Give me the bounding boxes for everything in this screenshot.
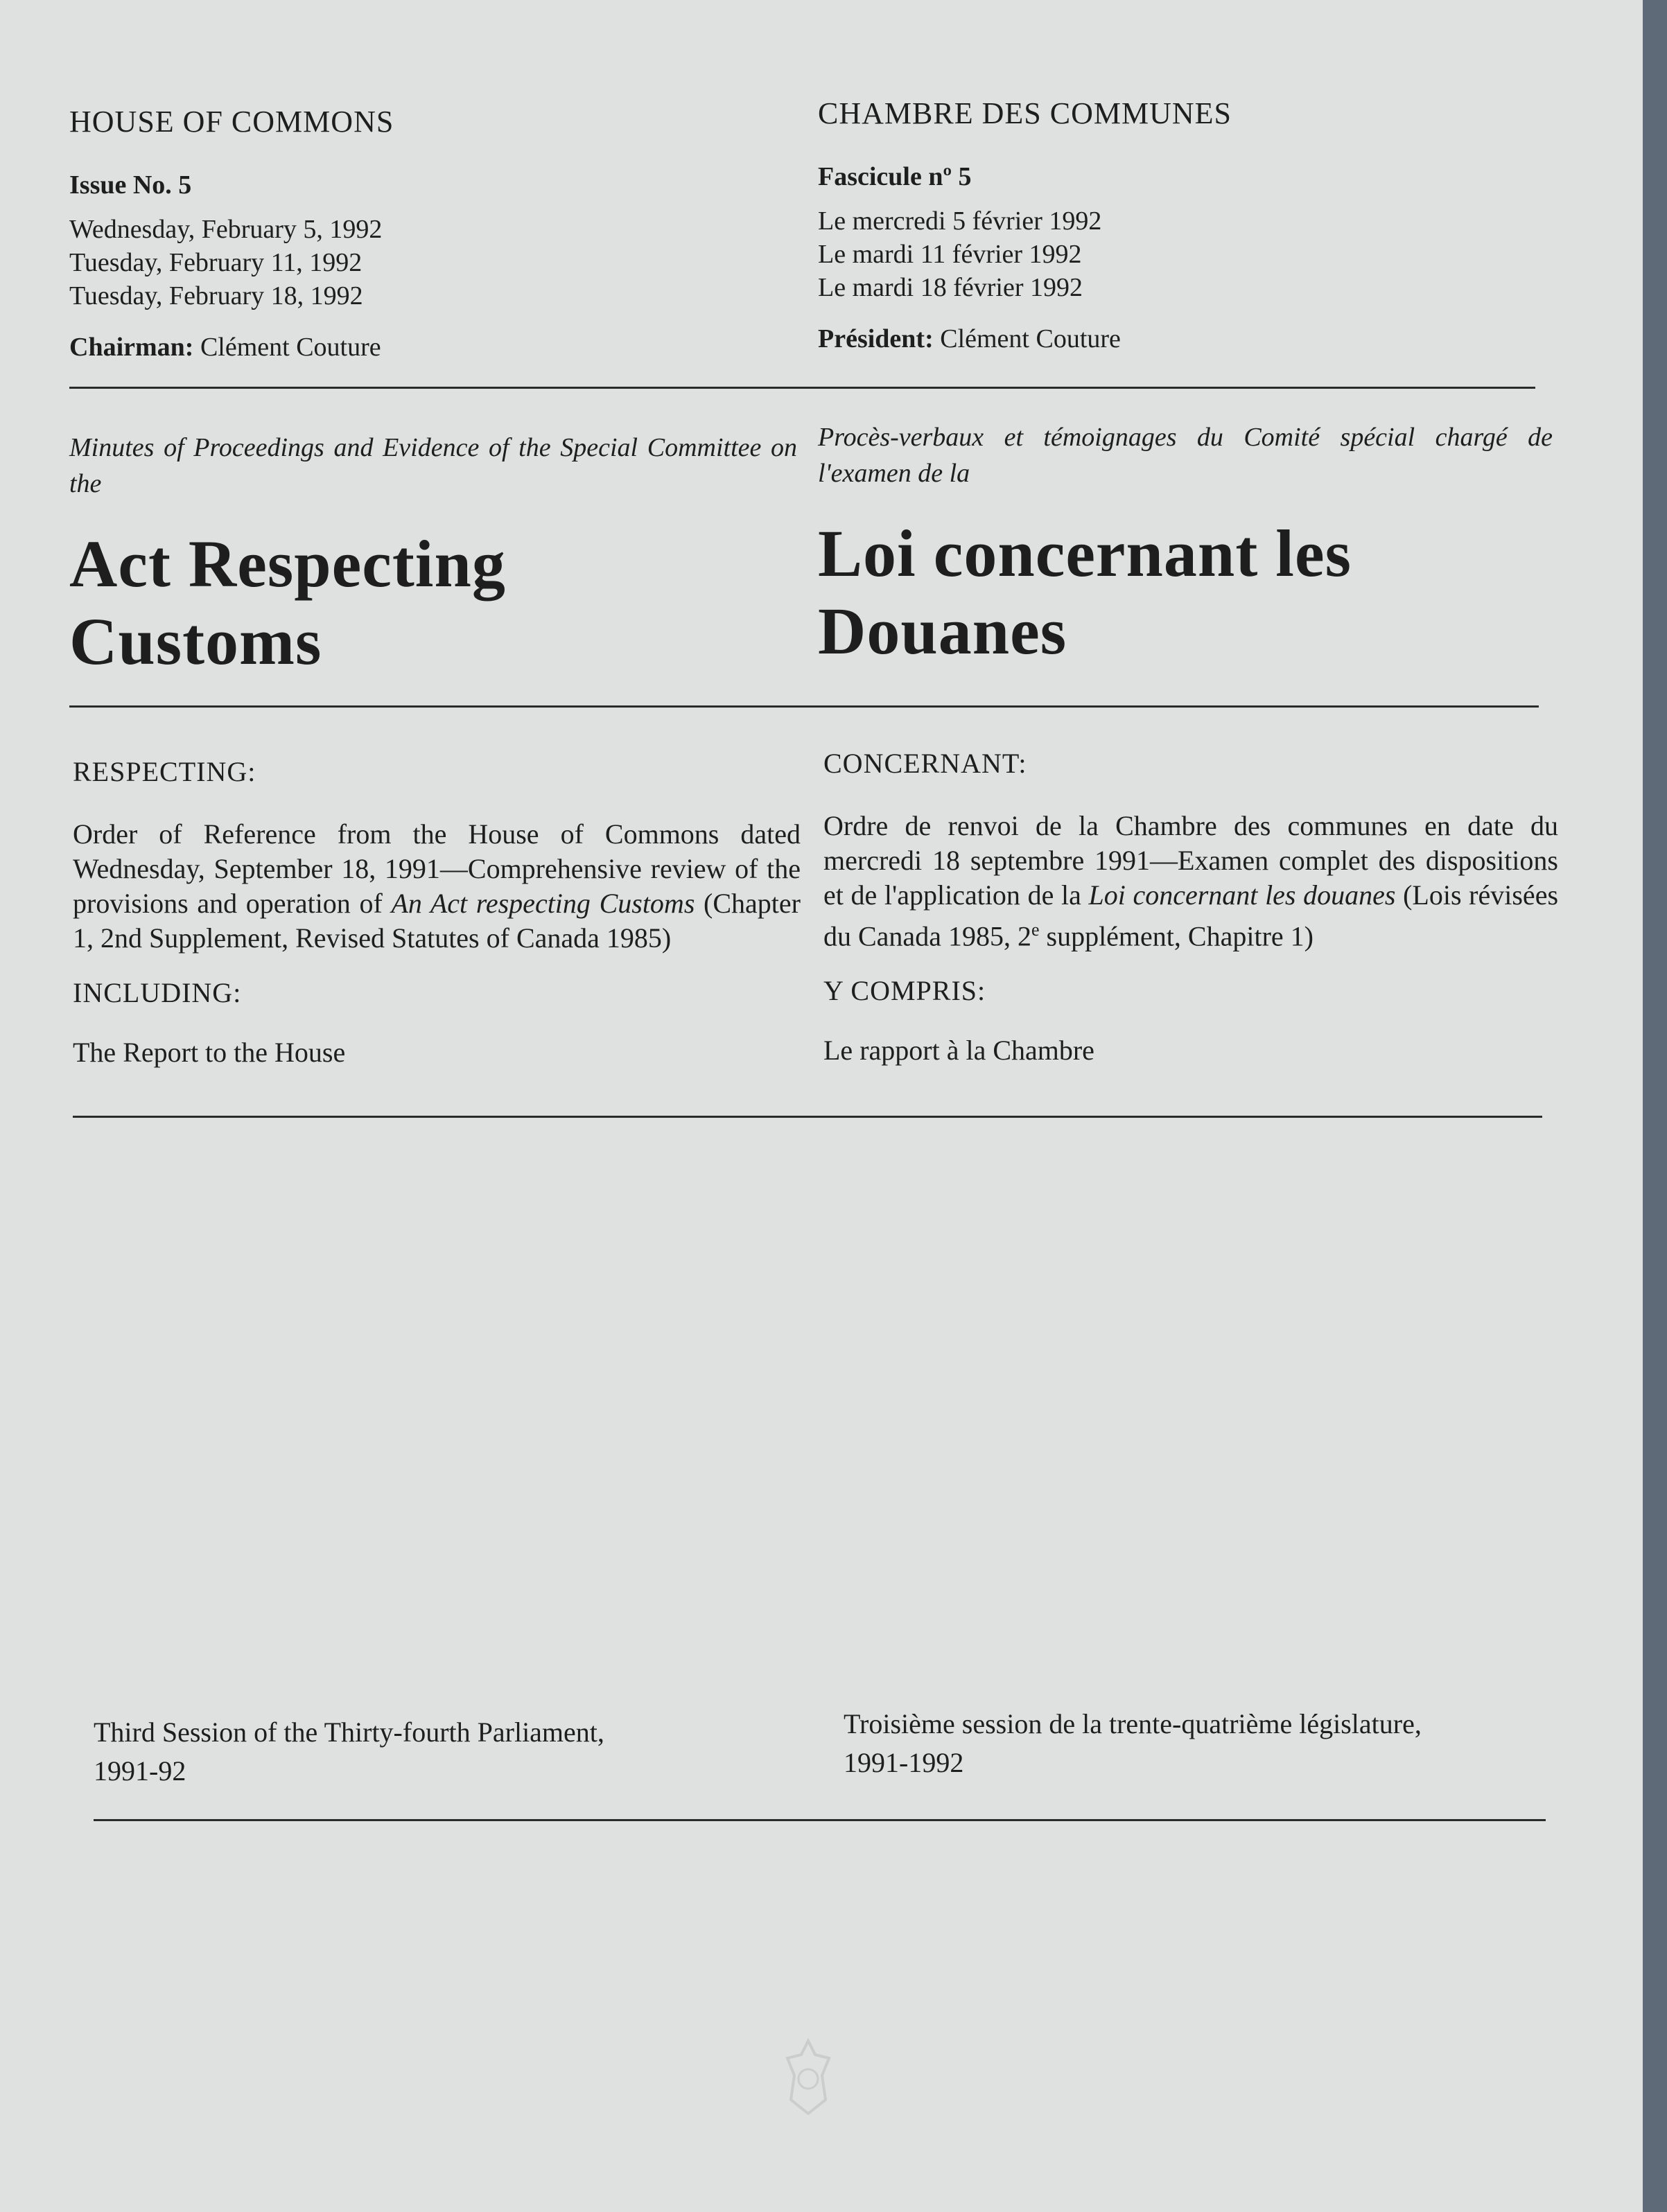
- act-name-italic: Loi concernant les douanes: [1088, 879, 1396, 911]
- reference-text: Ordre de renvoi de la Chambre des communes en date du mercredi 18 septembre 1991—Examen complet des dispositions et de l'application de la: [823, 810, 1558, 911]
- header-english: [69, 104, 797, 362]
- meeting-dates-en: [69, 213, 797, 313]
- date-line: Wednesday, February 5, 1992: [69, 215, 383, 244]
- title-block-en: [69, 430, 797, 681]
- act-name-italic: An Act respecting Customs: [391, 888, 695, 919]
- act-title-en-line1: Act Respecting: [69, 527, 506, 601]
- divider-rule: [69, 705, 1539, 708]
- session-line2-fr: 1991-1992: [844, 1747, 964, 1778]
- act-title-fr-line2: Douanes: [818, 594, 1067, 668]
- superscript: e: [1031, 920, 1040, 940]
- respecting-label-en: RESPECTING:: [73, 756, 256, 787]
- minutes-caption-en: Minutes of Proceedings and Evidence of the Special Committee on the: [69, 433, 797, 498]
- date-line: Tuesday, February 11, 1992: [69, 248, 363, 277]
- header-french: [818, 96, 1553, 354]
- act-title-fr-line1: Loi concernant les: [818, 516, 1352, 590]
- divider-rule: [73, 1116, 1542, 1118]
- chairman-name: Clément Couture: [200, 333, 381, 362]
- minutes-caption-fr: Procès-verbaux et témoignages du Comité spécial chargé de l'examen de la: [818, 423, 1553, 488]
- president-line-fr: [818, 324, 1553, 354]
- session-line1-en: Third Session of the Thirty-fourth Parliament,: [94, 1717, 604, 1748]
- date-line: Le mercredi 5 février 1992: [818, 207, 1102, 236]
- session-fr: [844, 1705, 1537, 1782]
- president-label: Président:: [818, 324, 934, 353]
- divider-rule: [69, 387, 1535, 389]
- reference-text: (Chapter 1, 2nd Supplement, Revised Statutes of Canada 1985): [73, 888, 801, 954]
- respecting-fr: [823, 747, 1558, 1068]
- concernant-label-fr: CONCERNANT:: [823, 748, 1027, 779]
- crest-emblem-icon: [774, 2037, 843, 2121]
- date-line: Le mardi 18 février 1992: [818, 273, 1083, 302]
- session-en: [94, 1713, 787, 1791]
- respecting-en: [73, 755, 801, 1070]
- president-name: Clément Couture: [940, 324, 1121, 353]
- meeting-dates-fr: [818, 204, 1553, 304]
- date-line: Le mardi 11 février 1992: [818, 240, 1082, 269]
- including-text-fr: Le rapport à la Chambre: [823, 1035, 1094, 1066]
- y-compris-label-fr: Y COMPRIS:: [823, 975, 986, 1007]
- issue-number-fr: Fascicule nº 5: [818, 162, 972, 191]
- including-label-en: INCLUDING:: [73, 977, 242, 1008]
- house-title-fr: CHAMBRE DES COMMUNES: [818, 96, 1232, 130]
- chairman-line-en: [69, 332, 797, 362]
- house-title-en: HOUSE OF COMMONS: [69, 105, 394, 139]
- divider-rule: [94, 1819, 1546, 1821]
- act-title-en-line2: Customs: [69, 604, 322, 678]
- title-block-fr: [818, 419, 1553, 670]
- order-of-reference-en: [73, 817, 801, 956]
- chairman-label: Chairman:: [69, 333, 194, 362]
- issue-number-en: Issue No. 5: [69, 170, 192, 200]
- date-line: Tuesday, February 18, 1992: [69, 281, 363, 310]
- order-of-reference-fr: [823, 809, 1558, 954]
- reference-text: (Lois révisées du Canada 1985, 2: [823, 879, 1559, 952]
- including-text-en: The Report to the House: [73, 1037, 346, 1068]
- reference-text: supplément, Chapitre 1): [1039, 920, 1313, 952]
- session-line2-en: 1991-92: [94, 1755, 186, 1787]
- reference-text: Order of Reference from the House of Commons dated Wednesday, September 18, 1991—Comprehensive review of the provisions and operation of: [73, 818, 801, 919]
- session-line1-fr: Troisième session de la trente-quatrième législature,: [844, 1708, 1422, 1739]
